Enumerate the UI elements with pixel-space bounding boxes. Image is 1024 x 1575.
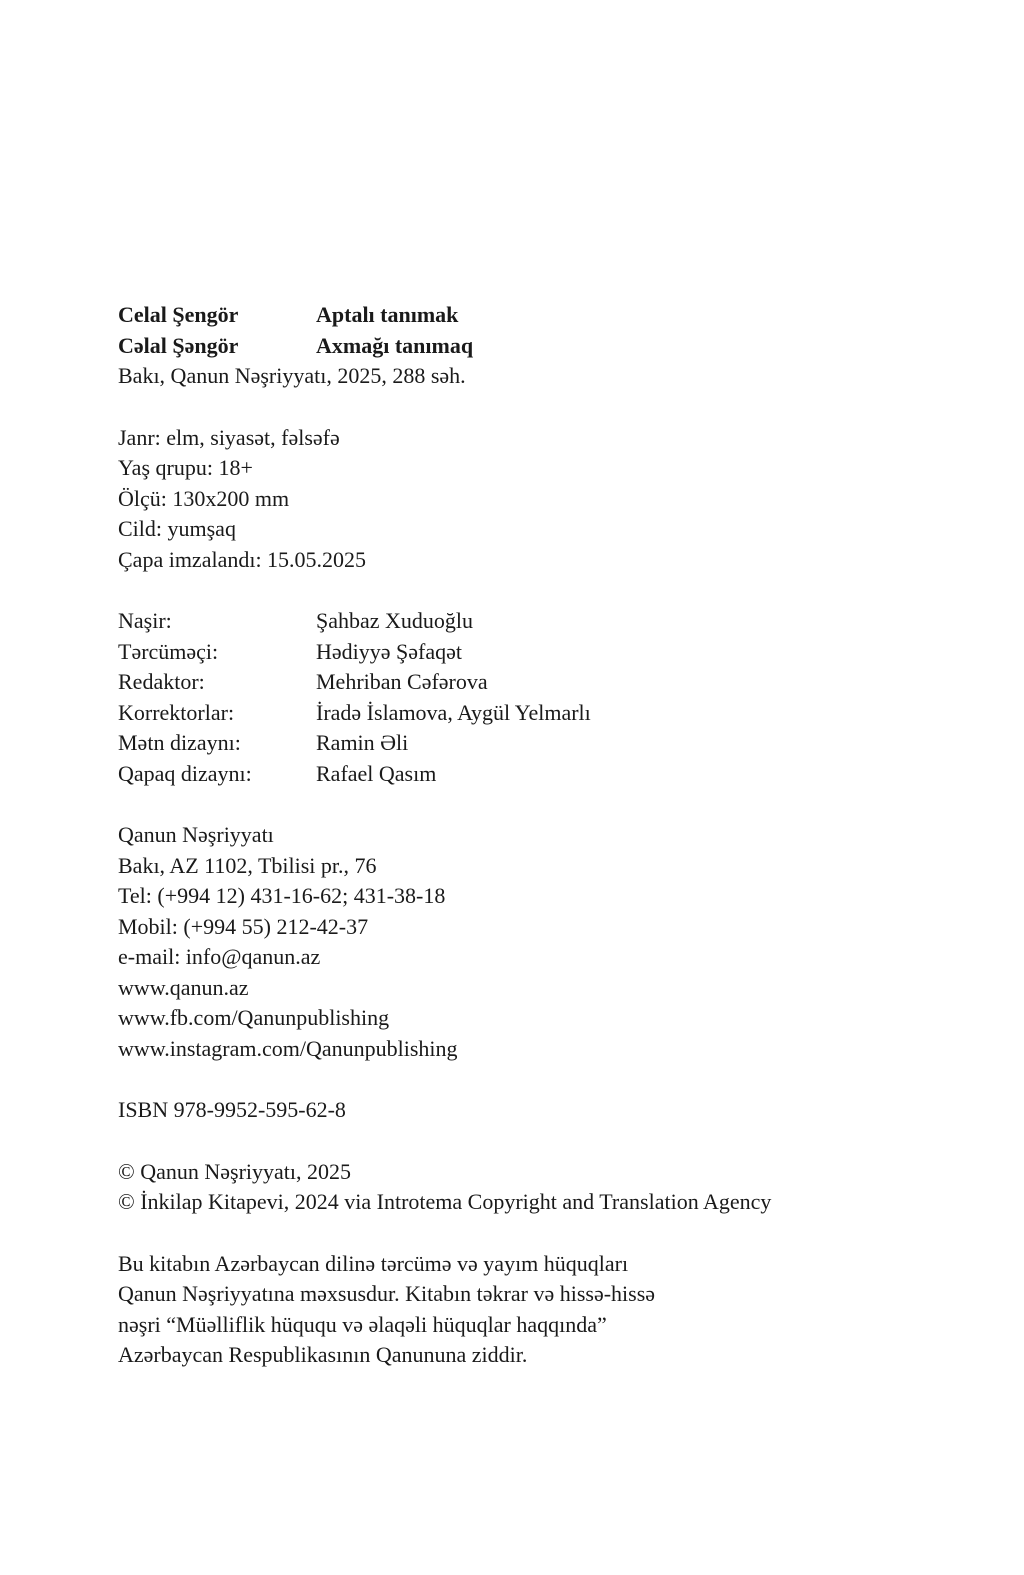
publisher-website: www.qanun.az [118,974,249,1000]
rights-notice [118,1249,918,1371]
credit-role: Korrektorlar: [118,699,235,725]
publisher-email: e-mail: info@qanun.az [118,944,321,969]
copyright-block [118,1157,918,1218]
credit-name: Mehriban Cəfərova [316,669,488,694]
author-translated: Cəlal Şəngör [118,332,239,358]
credit-role: Qapaq dizaynı: [118,760,252,786]
publisher-address: Bakı, AZ 1102, Tbilisi pr., 76 [118,852,377,878]
credit-role: Tərcüməçi: [118,638,219,664]
credit-row [118,728,918,759]
publisher-name: Qanun Nəşriyyatı [118,822,274,847]
publisher-instagram: www.instagram.com/Qanunpublishing [118,1035,458,1061]
imprint-page [118,300,918,1371]
contacts-list [118,820,918,1064]
credit-name: Ramin Əli [316,730,409,755]
credit-row [118,637,918,668]
imprint-line: Bakı, Qanun Nəşriyyatı, 2025, 288 səh. [118,363,466,388]
credit-role: Naşir: [118,608,172,633]
copyright-line: © Qanun Nəşriyyatı, 2025 [118,1158,352,1184]
credit-row [118,667,918,698]
copyright-line: © İnkilap Kitapevi, 2024 via Introtema Copyright and Translation Agency [118,1189,772,1214]
credit-name: Şahbaz Xuduoğlu [316,608,474,633]
spec-print-date: Çapa imzalandı: 15.05.2025 [118,546,367,572]
credit-name: Rafael Qasım [316,760,437,786]
spec-binding: Cild: yumşaq [118,516,236,541]
rights-notice-line: nəşri “Müəlliflik hüququ və əlaqəli hüquqlar haqqında” [118,1311,607,1337]
credit-name: İradə İslamova, Aygül Yelmarlı [316,699,591,725]
specs-list [118,423,918,576]
title-row-translated [118,331,918,362]
publisher-phone: Tel: (+994 12) 431-16-62; 431-38-18 [118,883,446,908]
credit-role: Mətn dizaynı: [118,730,241,755]
credit-name: Hədiyyə Şəfaqət [316,638,462,664]
title-translated: Axmağı tanımaq [316,332,474,358]
spec-genre: Janr: elm, siyasət, fəlsəfə [118,424,340,450]
credit-row [118,698,918,729]
title-row-original [118,300,918,331]
rights-notice-line: Azərbaycan Respublikasının Qanununa ziddir. [118,1342,528,1367]
publisher-mobile: Mobil: (+994 55) 212-42-37 [118,913,369,939]
credits-list [118,606,918,789]
rights-notice-line: Qanun Nəşriyyatına məxsusdur. Kitabın təkrar və hissə-hissə [118,1281,656,1306]
spec-age-group: Yaş qrupu: 18+ [118,455,253,480]
spec-size: Ölçü: 130x200 mm [118,485,290,511]
credit-role: Redaktor: [118,669,205,694]
credit-row [118,759,918,790]
publisher-facebook: www.fb.com/Qanunpublishing [118,1005,390,1030]
title-original: Aptalı tanımak [316,302,459,327]
isbn: ISBN 978-9952-595-62-8 [118,1097,346,1122]
author-original: Celal Şengör [118,302,239,327]
credit-row [118,606,918,637]
rights-notice-line: Bu kitabın Azərbaycan dilinə tərcümə və yayım hüquqları [118,1250,629,1276]
